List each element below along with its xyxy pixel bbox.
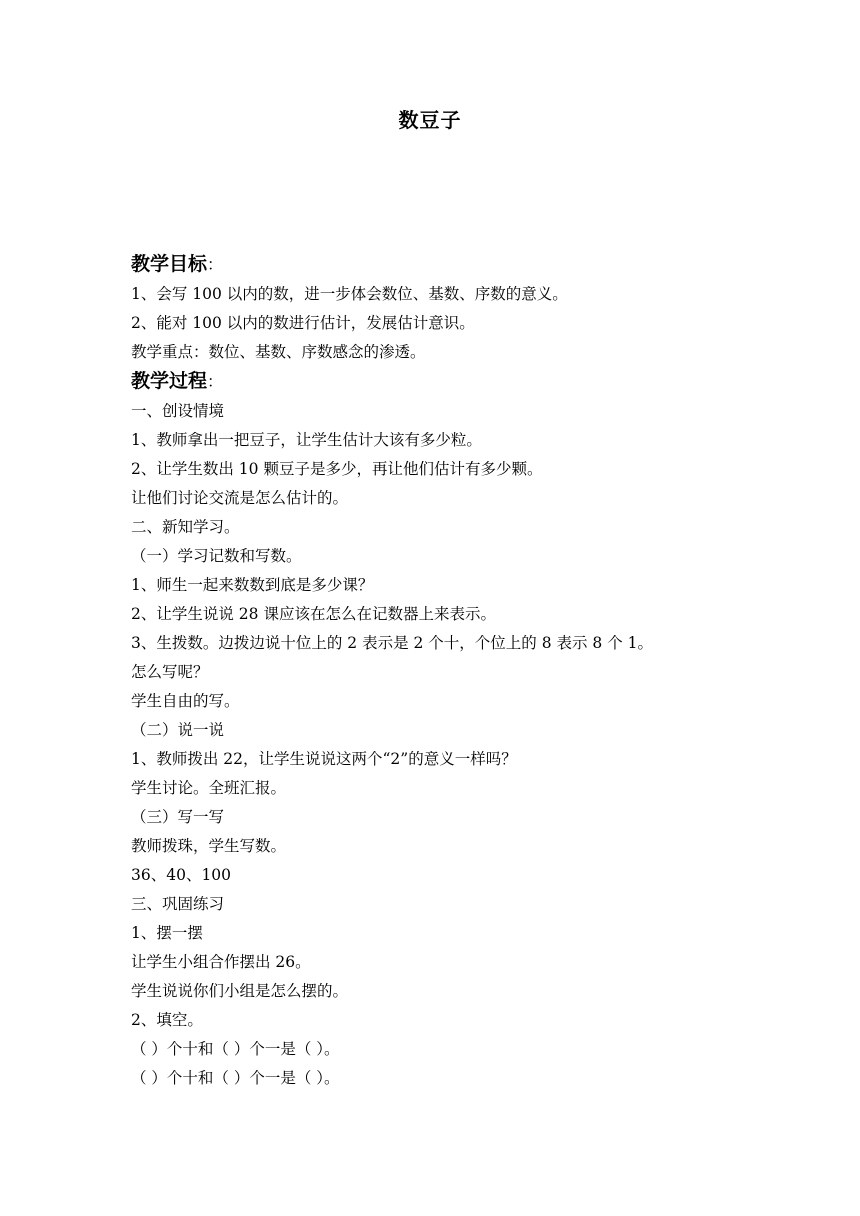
text-line: 1、教师拿出一把豆子，让学生估计大该有多少粒。 xyxy=(131,431,482,449)
section-heading xyxy=(131,367,771,397)
section-heading-text: 教学过程 xyxy=(131,370,208,392)
section-heading-text: 教学目标 xyxy=(131,253,208,275)
text-line: 学生自由的写。 xyxy=(131,692,240,710)
text-line: 怎么写呢？ xyxy=(131,663,209,681)
text-line: 3、生拨数。边拨边说十位上的 2 表示是 2 个十，个位上的 8 表示 8 个 1。 xyxy=(131,634,654,652)
text-line: 2、让学生说说 28 课应该在怎么在记数器上来表示。 xyxy=(131,605,496,623)
text-line: 学生说说你们小组是怎么摆的。 xyxy=(131,982,349,1000)
text-line: 三、巩固练习 xyxy=(131,895,225,913)
text-line: 2、让学生数出 10 颗豆子是多少，再让他们估计有多少颗。 xyxy=(131,460,543,478)
text-line: 二、新知学习。 xyxy=(131,518,240,536)
text-line: （ ）个十和（ ）个一是（ ）。 xyxy=(131,1069,340,1087)
text-line: （二）说一说 xyxy=(131,721,225,739)
text-line: 1、教师拨出 22，让学生说说这两个“2”的意义一样吗？ xyxy=(131,750,517,768)
text-line: 36、40、100 xyxy=(131,866,232,884)
text-line: 教师拨珠，学生写数。 xyxy=(131,837,287,855)
document-body xyxy=(131,250,771,1093)
text-line: 让学生小组合作摆出 26。 xyxy=(131,953,311,971)
section-heading-colon: ： xyxy=(207,372,224,391)
text-line: 教学重点：数位、基数、序数感念的渗透。 xyxy=(131,343,426,361)
text-line: 学生讨论。全班汇报。 xyxy=(131,779,287,797)
text-line: 2、填空。 xyxy=(131,1011,203,1029)
text-line: （ ）个十和（ ）个一是（ ）。 xyxy=(131,1040,340,1058)
document-title: 数豆子 xyxy=(398,108,462,132)
text-line: 1、师生一起来数数到底是多少课？ xyxy=(131,576,374,594)
text-line: 一、创设情境 xyxy=(131,402,225,420)
section-heading xyxy=(131,250,771,280)
text-line: （三）写一写 xyxy=(131,808,225,826)
text-line: 1、会写 100 以内的数，进一步体会数位、基数、序数的意义。 xyxy=(131,285,568,303)
text-line: 让他们讨论交流是怎么估计的。 xyxy=(131,489,349,507)
text-line: 1、摆一摆 xyxy=(131,924,203,942)
text-line: 2、能对 100 以内的数进行估计，发展估计意识。 xyxy=(131,314,475,332)
section-heading-colon: ： xyxy=(207,255,224,274)
text-line: （一）学习记数和写数。 xyxy=(131,547,302,565)
